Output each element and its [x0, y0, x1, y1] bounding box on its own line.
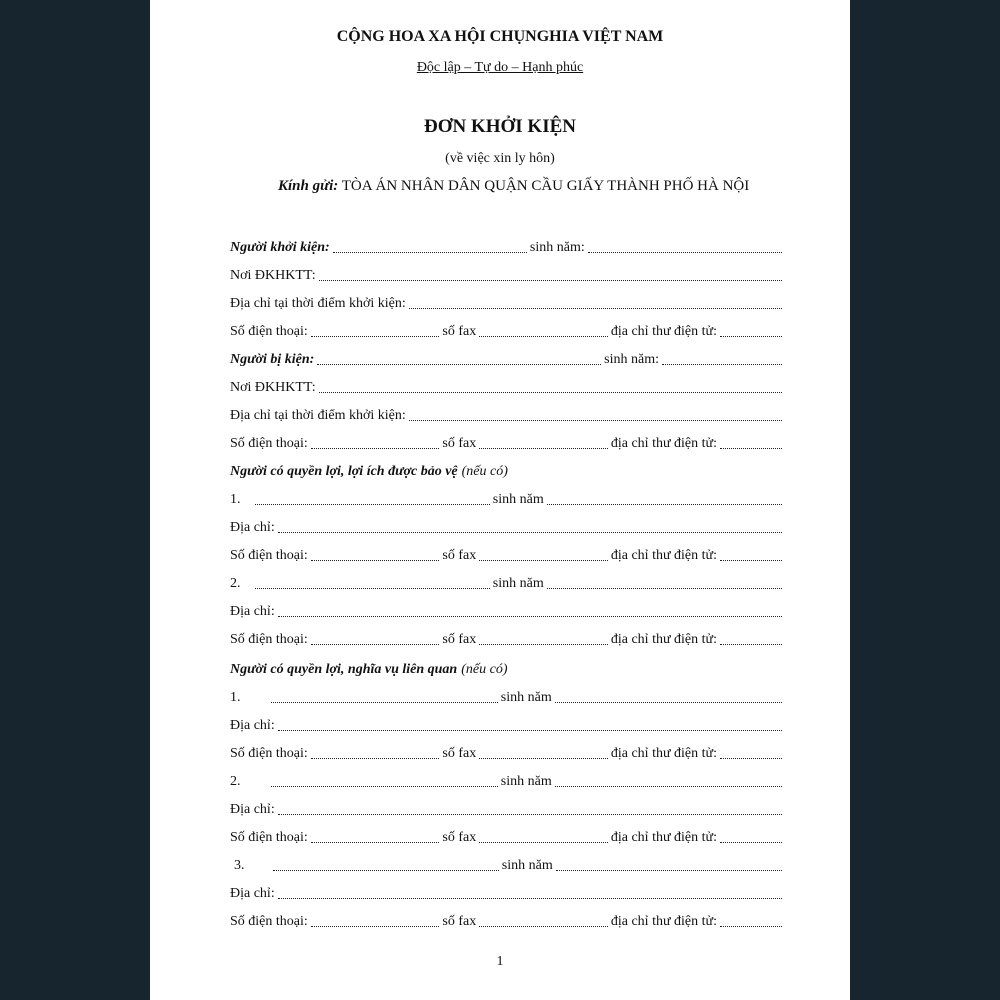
protected-2-fax-blank[interactable]: [479, 644, 608, 645]
item-number: 1.: [230, 492, 241, 507]
protected-1-phone-blank[interactable]: [311, 560, 440, 561]
defendant-birth-year-blank[interactable]: [662, 364, 782, 365]
protected-2-address-blank[interactable]: [278, 616, 782, 617]
fax-label: số fax: [442, 324, 477, 339]
protected-1-birth-year-blank[interactable]: [547, 504, 782, 505]
related-section-label: Người có quyền lợi, nghĩa vụ liên quan: [230, 662, 458, 677]
related-2-name-line: [230, 770, 785, 790]
defendant-email-blank[interactable]: [720, 448, 782, 449]
birth-year-label: sinh năm: [501, 858, 553, 873]
fax-label: số fax: [442, 746, 477, 761]
plaintiff-birth-year-blank[interactable]: [588, 252, 782, 253]
defendant-address-blank[interactable]: [409, 420, 782, 421]
fax-label: số fax: [442, 914, 477, 929]
email-label: địa chỉ thư điện tử:: [610, 830, 718, 845]
recipient-line: [278, 178, 749, 195]
fax-label: số fax: [442, 548, 477, 563]
birth-year-label: sinh năm:: [604, 352, 659, 367]
fax-label: số fax: [442, 632, 477, 647]
document-title: ĐƠN KHỞI KIỆN: [423, 116, 577, 137]
related-1-fax-blank[interactable]: [479, 758, 608, 759]
phone-label: Số điện thoại:: [230, 548, 308, 563]
plaintiff-fax-blank[interactable]: [479, 336, 608, 337]
protected-2-email-blank[interactable]: [720, 644, 782, 645]
plaintiff-email-blank[interactable]: [720, 336, 782, 337]
birth-year-label: sinh năm: [492, 492, 544, 507]
protected-1-name-line: [230, 488, 785, 508]
plaintiff-address-blank[interactable]: [409, 308, 782, 309]
defendant-name-blank[interactable]: [317, 364, 601, 365]
protected-2-contact-line: [230, 628, 785, 648]
birth-year-label: sinh năm: [492, 576, 544, 591]
related-1-contact-line: [230, 742, 785, 762]
defendant-residence-line: [230, 376, 785, 396]
related-section-heading: [230, 658, 785, 678]
recipient-value: TÒA ÁN NHÂN DÂN QUẬN CẦU GIẤY THÀNH PHỐ HÀ NỘI: [341, 178, 750, 194]
related-1-address-line: [230, 714, 785, 734]
protected-section-label: Người có quyền lợi, lợi ích được bảo vệ: [230, 464, 458, 479]
item-number: 2.: [230, 576, 241, 591]
birth-year-label: sinh năm: [500, 690, 552, 705]
plaintiff-name-blank[interactable]: [333, 252, 527, 253]
protected-2-birth-year-blank[interactable]: [547, 588, 782, 589]
plaintiff-phone-blank[interactable]: [311, 336, 440, 337]
related-2-contact-line: [230, 826, 785, 846]
address-at-filing-label: Địa chỉ tại thời điểm khởi kiện:: [230, 408, 406, 423]
document-subtitle: (về việc xin ly hôn): [445, 151, 555, 166]
protected-1-address-line: [230, 516, 785, 536]
related-3-address-line: [230, 882, 785, 902]
email-label: địa chỉ thư điện tử:: [610, 324, 718, 339]
phone-label: Số điện thoại:: [230, 746, 308, 761]
protected-1-contact-line: [230, 544, 785, 564]
residence-label: Nơi ĐKHKTT:: [230, 380, 316, 395]
related-3-contact-line: [230, 910, 785, 930]
national-header: CỘNG HOA XA HỘI CHỤNGHIA VIỆT NAM: [336, 28, 664, 45]
related-2-address-line: [230, 798, 785, 818]
residence-label: Nơi ĐKHKTT:: [230, 268, 316, 283]
protected-1-address-blank[interactable]: [278, 532, 782, 533]
email-label: địa chỉ thư điện tử:: [610, 548, 718, 563]
item-number: 3.: [234, 858, 245, 873]
address-label: Địa chỉ:: [230, 718, 275, 733]
related-3-address-blank[interactable]: [278, 898, 782, 899]
defendant-name-line: [230, 348, 785, 368]
protected-2-phone-blank[interactable]: [311, 644, 440, 645]
defendant-phone-blank[interactable]: [311, 448, 440, 449]
phone-label: Số điện thoại:: [230, 436, 308, 451]
phone-label: Số điện thoại:: [230, 324, 308, 339]
email-label: địa chỉ thư điện tử:: [610, 914, 718, 929]
protected-2-name-blank[interactable]: [255, 588, 490, 589]
defendant-contact-line: [230, 432, 785, 452]
phone-label: Số điện thoại:: [230, 830, 308, 845]
defendant-fax-blank[interactable]: [479, 448, 608, 449]
plaintiff-residence-blank[interactable]: [319, 280, 782, 281]
protected-2-name-line: [230, 572, 785, 592]
related-2-fax-blank[interactable]: [479, 842, 608, 843]
item-number: 2.: [230, 774, 241, 789]
related-2-birth-year-blank[interactable]: [555, 786, 782, 787]
related-1-birth-year-blank[interactable]: [555, 702, 782, 703]
page-number: 1: [496, 954, 504, 969]
fax-label: số fax: [442, 830, 477, 845]
related-3-birth-year-blank[interactable]: [556, 870, 782, 871]
protected-2-address-line: [230, 600, 785, 620]
if-any-note: (nếu có): [461, 464, 508, 479]
related-3-email-blank[interactable]: [720, 926, 782, 927]
related-1-phone-blank[interactable]: [311, 758, 440, 759]
plaintiff-label: Người khởi kiện:: [230, 240, 330, 255]
email-label: địa chỉ thư điện tử:: [610, 632, 718, 647]
defendant-residence-blank[interactable]: [319, 392, 782, 393]
protected-section-heading: [230, 460, 785, 480]
email-label: địa chỉ thư điện tử:: [610, 436, 718, 451]
related-2-address-blank[interactable]: [278, 814, 782, 815]
related-1-address-blank[interactable]: [278, 730, 782, 731]
phone-label: Số điện thoại:: [230, 632, 308, 647]
related-1-name-line: [230, 686, 785, 706]
birth-year-label: sinh năm:: [529, 240, 585, 255]
phone-label: Số điện thoại:: [230, 914, 308, 929]
fax-label: số fax: [442, 436, 477, 451]
address-label: Địa chỉ:: [230, 604, 275, 619]
related-2-name-blank[interactable]: [271, 786, 498, 787]
plaintiff-address-line: [230, 292, 785, 312]
defendant-label: Người bị kiện:: [230, 352, 315, 367]
related-3-phone-blank[interactable]: [311, 926, 440, 927]
address-label: Địa chỉ:: [230, 802, 275, 817]
birth-year-label: sinh năm: [500, 774, 552, 789]
related-1-name-blank[interactable]: [271, 702, 498, 703]
recipient-label: Kính gửi:: [278, 178, 339, 194]
address-label: Địa chỉ:: [230, 520, 275, 535]
plaintiff-residence-line: [230, 264, 785, 284]
protected-1-fax-blank[interactable]: [479, 560, 608, 561]
related-1-email-blank[interactable]: [720, 758, 782, 759]
protected-1-email-blank[interactable]: [720, 560, 782, 561]
protected-1-name-blank[interactable]: [255, 504, 490, 505]
related-3-name-line: [230, 854, 785, 874]
if-any-note: (nếu có): [461, 662, 508, 677]
address-at-filing-label: Địa chỉ tại thời điểm khởi kiện:: [230, 296, 406, 311]
related-2-email-blank[interactable]: [720, 842, 782, 843]
related-3-name-blank[interactable]: [273, 870, 499, 871]
national-motto: Độc lập – Tự do – Hạnh phúc: [416, 60, 584, 75]
address-label: Địa chỉ:: [230, 886, 275, 901]
item-number: 1.: [230, 690, 241, 705]
defendant-address-line: [230, 404, 785, 424]
plaintiff-name-line: [230, 236, 785, 256]
related-3-fax-blank[interactable]: [479, 926, 608, 927]
related-2-phone-blank[interactable]: [311, 842, 440, 843]
email-label: địa chỉ thư điện tử:: [610, 746, 718, 761]
plaintiff-contact-line: [230, 320, 785, 340]
document-page: [150, 0, 850, 1000]
